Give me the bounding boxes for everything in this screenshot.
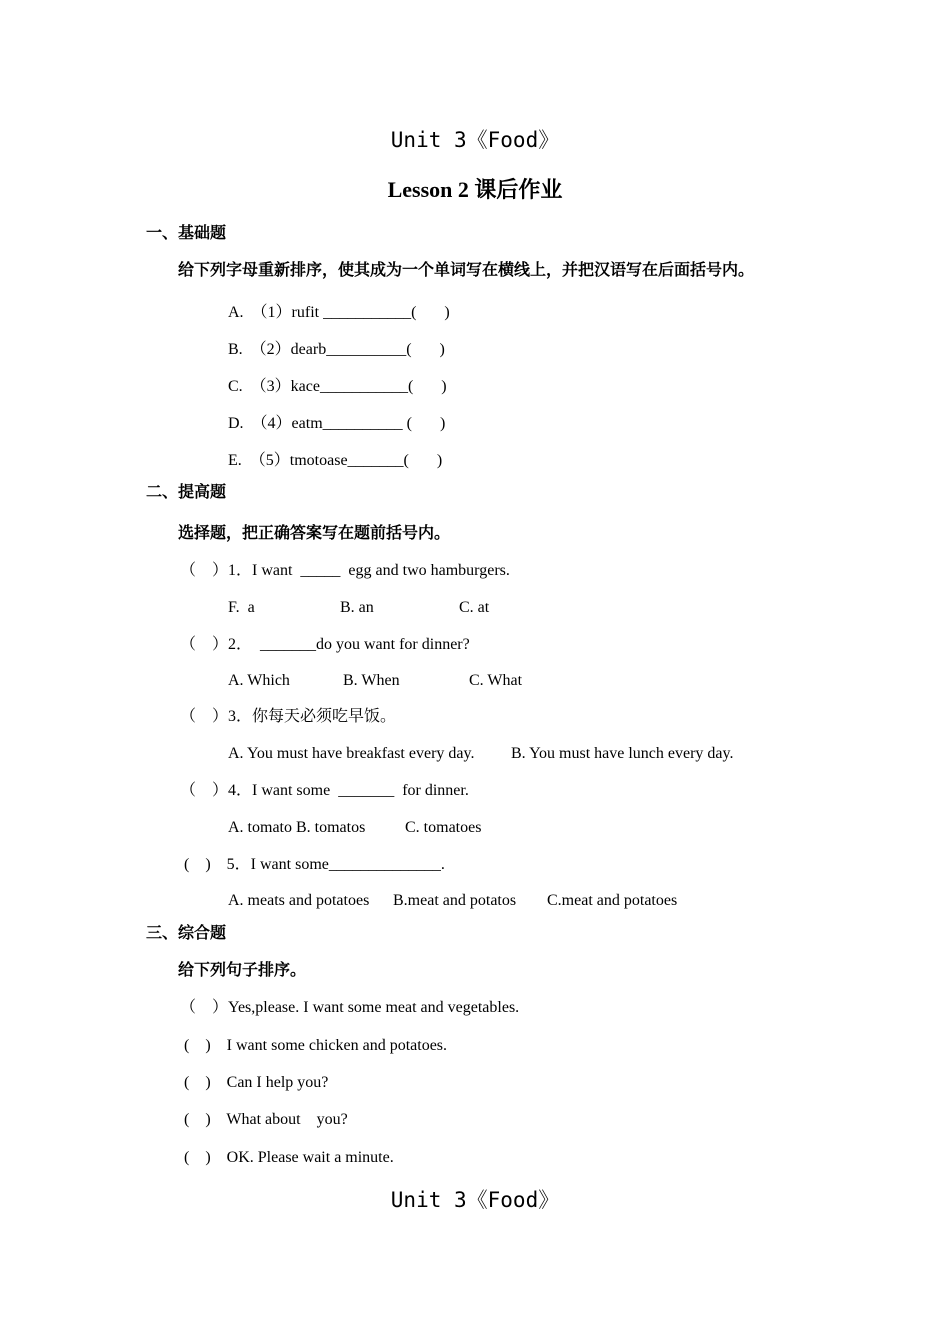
question-option: C. at bbox=[459, 599, 490, 616]
question-option: A. Which bbox=[228, 672, 290, 689]
sentence-item: ( ) OK. Please wait a minute. bbox=[184, 1149, 394, 1166]
question-option: C. What bbox=[469, 672, 523, 689]
question-option: F. a bbox=[228, 599, 255, 616]
page-title: Unit 3《Food》 bbox=[390, 128, 560, 152]
section1-instruction: 给下列字母重新排序，使其成为一个单词写在横线上，并把汉语写在后面括号内。 bbox=[178, 260, 755, 279]
section2-instruction: 选择题，把正确答案写在题前括号内。 bbox=[178, 523, 451, 542]
question-stem: ( ) 5．I want some______________. bbox=[184, 856, 445, 873]
sentence-item: ( ) I want some chicken and potatoes. bbox=[184, 1037, 448, 1054]
section3-instruction: 给下列句子排序。 bbox=[178, 960, 307, 979]
lesson-title: Lesson 2 课后作业 bbox=[387, 177, 563, 202]
footer-title: Unit 3《Food》 bbox=[390, 1188, 560, 1212]
exercise-item: A. （1）rufit ___________( ) bbox=[228, 304, 450, 321]
section3-heading: 三、综合题 bbox=[146, 923, 227, 942]
question-stem: （ ）3．你每天必须吃早饭。 bbox=[180, 708, 397, 725]
question-option: B. an bbox=[340, 599, 374, 616]
question-stem: （ ）1．I want _____ egg and two hamburgers. bbox=[180, 562, 510, 579]
question-option: C.meat and potatoes bbox=[547, 892, 678, 909]
sentence-item: ( ) What about you? bbox=[184, 1111, 348, 1128]
sentence-item: （ ）Yes,please. I want some meat and vegetables. bbox=[180, 999, 520, 1016]
exercise-item: B. （2）dearb__________( ) bbox=[228, 341, 445, 358]
question-option: A. You must have breakfast every day. bbox=[228, 745, 475, 762]
question-option: B. You must have lunch every day. bbox=[511, 745, 734, 762]
exercise-item: D. （4）eatm__________ ( ) bbox=[228, 415, 446, 432]
question-stem: （ ）4．I want some _______ for dinner. bbox=[180, 782, 469, 799]
question-option: A. meats and potatoes bbox=[228, 892, 370, 909]
question-option: B. When bbox=[343, 672, 400, 689]
question-option: B.meat and potatos bbox=[393, 892, 517, 909]
question-option: C. tomatoes bbox=[405, 819, 482, 836]
section1-heading: 一、基础题 bbox=[146, 223, 227, 242]
exercise-item: C. （3）kace___________( ) bbox=[228, 378, 447, 395]
sentence-item: ( ) Can I help you? bbox=[184, 1074, 329, 1091]
question-stem: （ ）2． _______do you want for dinner? bbox=[180, 636, 470, 653]
exercise-item: E. （5）tmotoase_______( ) bbox=[228, 452, 443, 469]
question-option: A. tomato B. tomatos bbox=[228, 819, 366, 836]
section2-heading: 二、提高题 bbox=[146, 482, 227, 501]
